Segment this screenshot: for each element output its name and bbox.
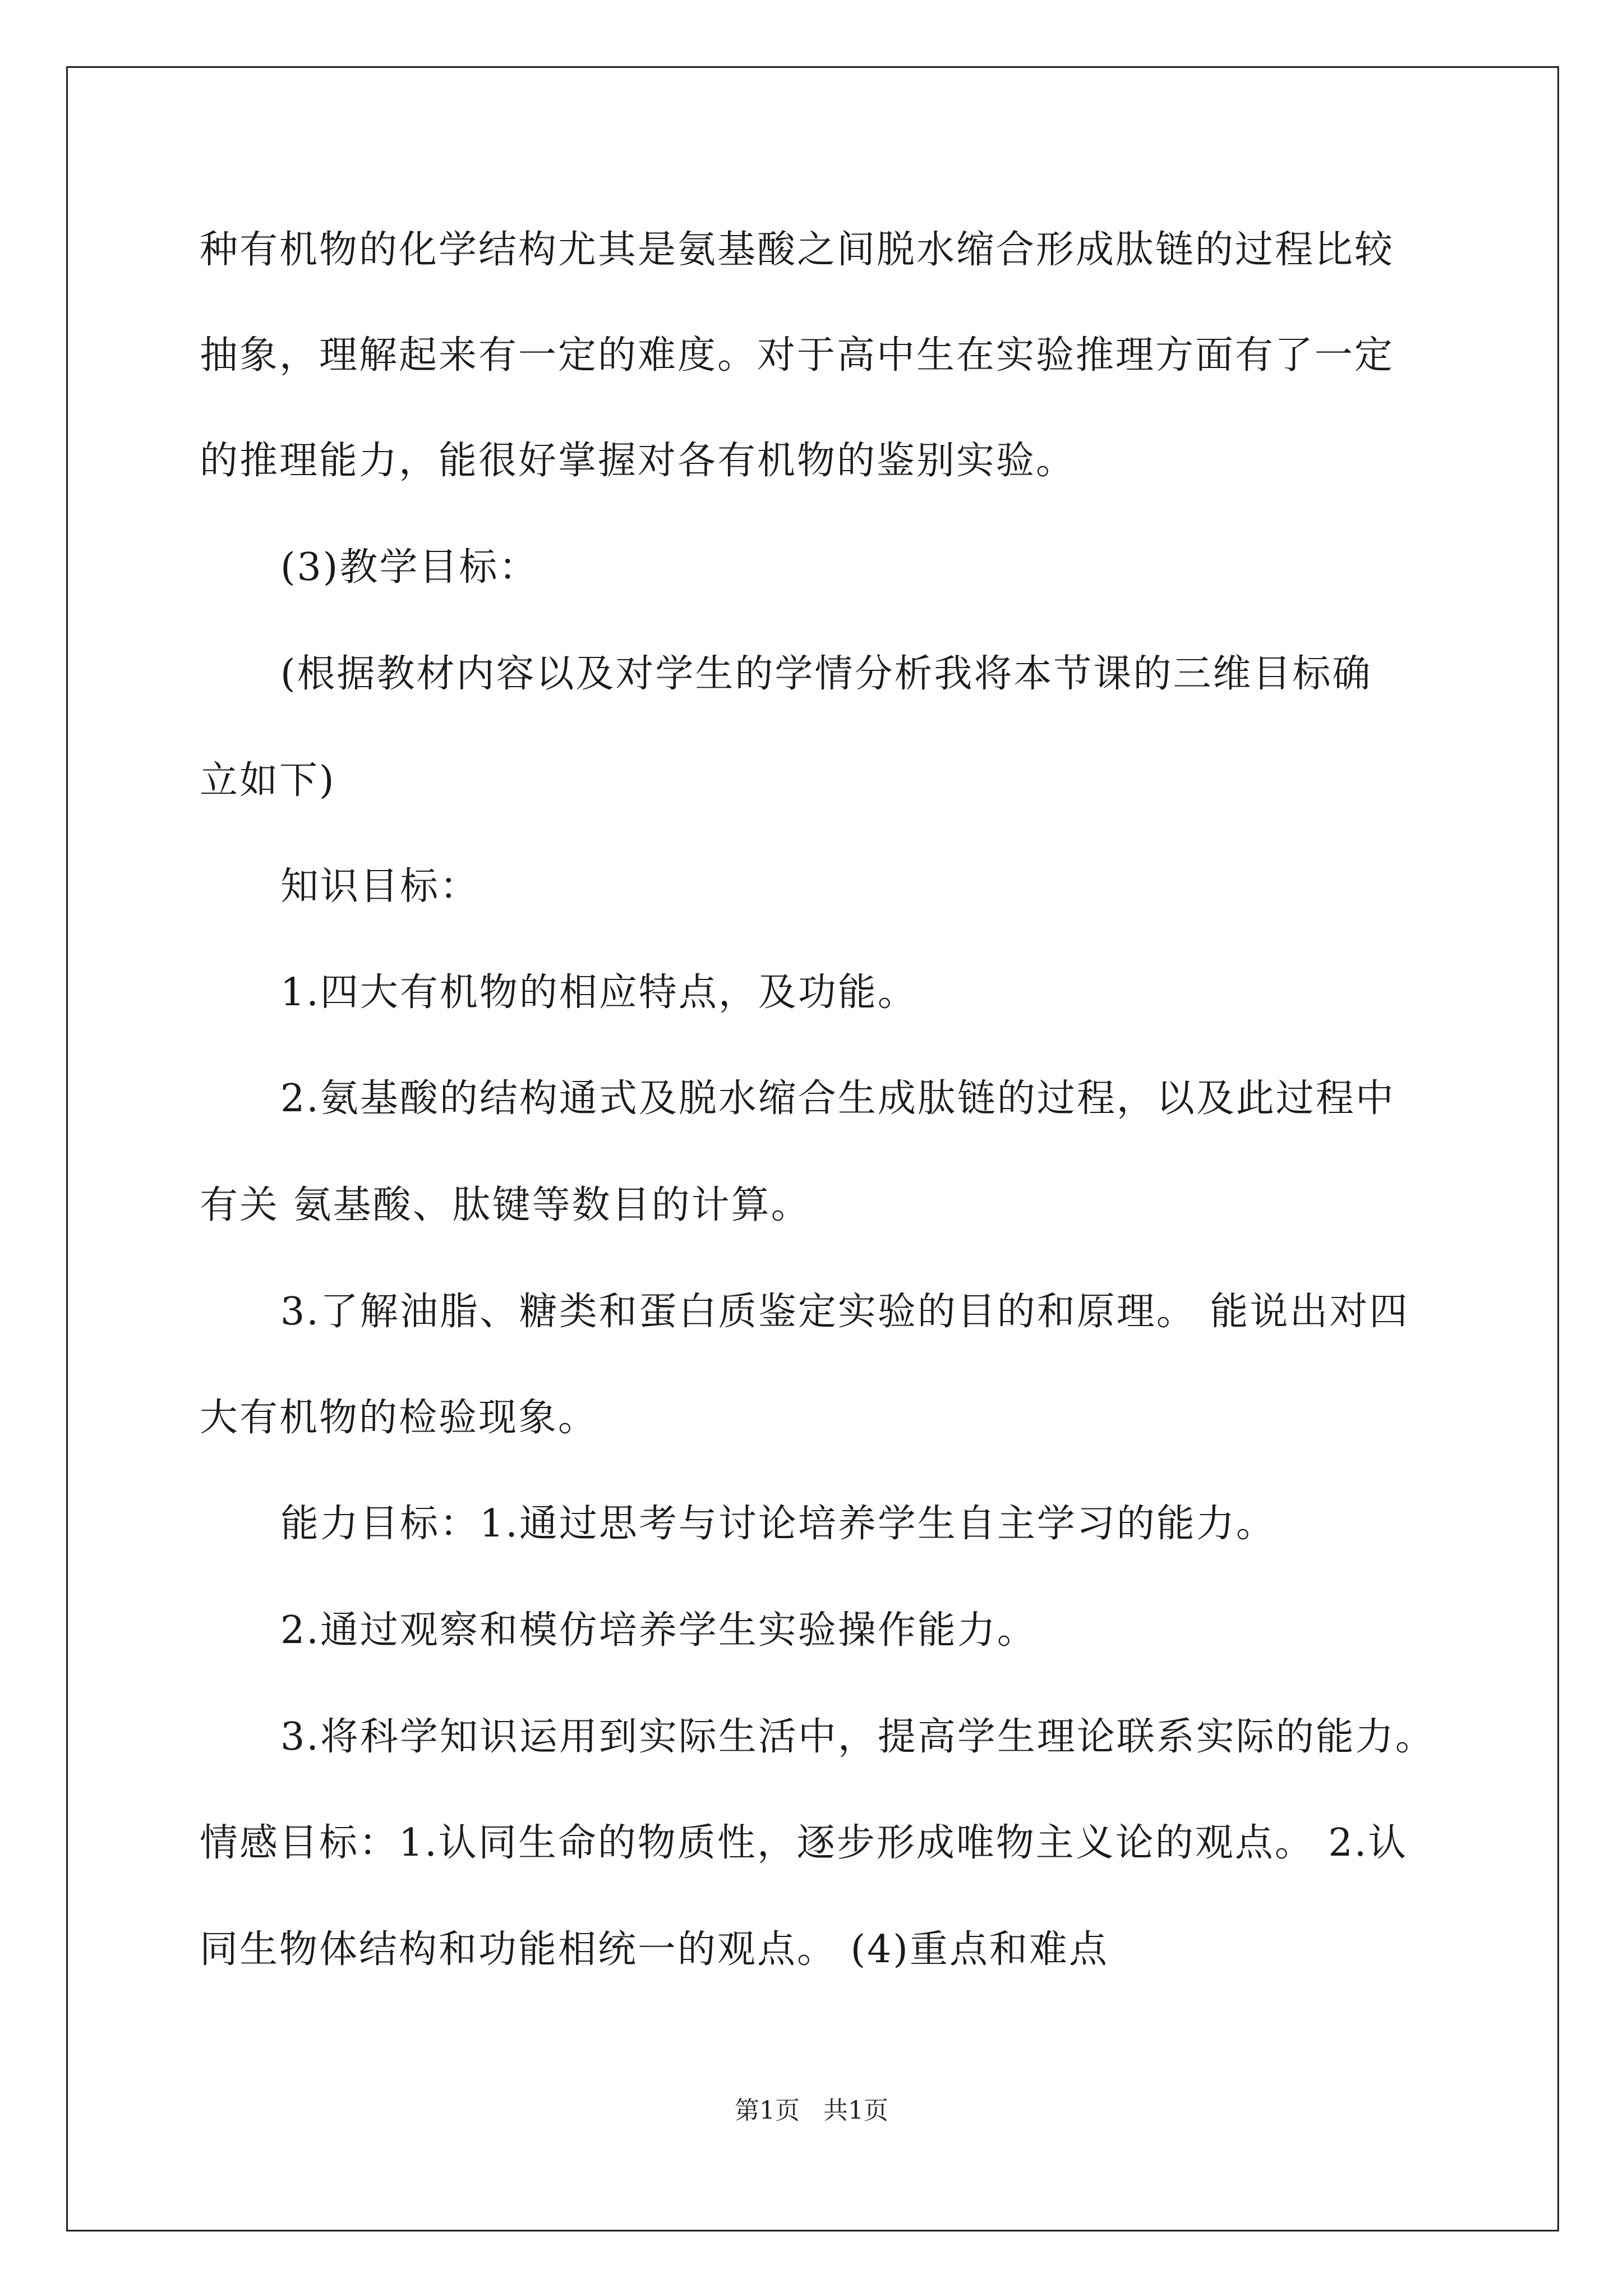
list-item: 2.通过观察和模仿培养学生实验操作能力。: [280, 1608, 1037, 1653]
paragraph-line: 同生物体结构和功能相统一的观点。 (4)重点和难点: [200, 1927, 1109, 1972]
list-item-continuation: 大有机物的检验现象。: [200, 1396, 598, 1440]
paragraph-line: 能力目标：1.通过思考与讨论培养学生自主学习的能力。: [280, 1502, 1276, 1546]
page-border: [66, 66, 1559, 2231]
paragraph-line: 抽象，理解起来有一定的难度。对于高中生在实验推理方面有了一定: [200, 333, 1395, 378]
paragraph-line: 立如下): [200, 758, 336, 803]
subheading: 知识目标：: [280, 864, 480, 909]
page-number-footer: 第1页 共1页: [735, 2096, 888, 2125]
list-item: 2.氨基酸的结构通式及脱水缩合生成肽链的过程，以及此过程中: [280, 1076, 1395, 1121]
paragraph-line: 的推理能力，能很好掌握对各有机物的鉴别实验。: [200, 439, 1076, 483]
list-item: 3.了解油脂、糖类和蛋白质鉴定实验的目的和原理。 能说出对四: [280, 1290, 1409, 1334]
list-item: 3.将科学知识运用到实际生活中，提高学生理论联系实际的能力。: [280, 1715, 1435, 1759]
list-item-continuation: 有关 氨基酸、肽键等数目的计算。: [200, 1183, 811, 1227]
list-item: 1.四大有机物的相应特点，及功能。: [280, 970, 917, 1015]
paragraph-line: (根据教材内容以及对学生的学情分析我将本节课的三维目标确: [280, 652, 1372, 696]
paragraph-line: 情感目标：1.认同生命的物质性，逐步形成唯物主义论的观点。 2.认: [200, 1821, 1408, 1865]
paragraph-line: 种有机物的化学结构尤其是氨基酸之间脱水缩合形成肽链的过程比较: [200, 228, 1395, 272]
section-heading: (3)教学目标：: [280, 545, 539, 590]
